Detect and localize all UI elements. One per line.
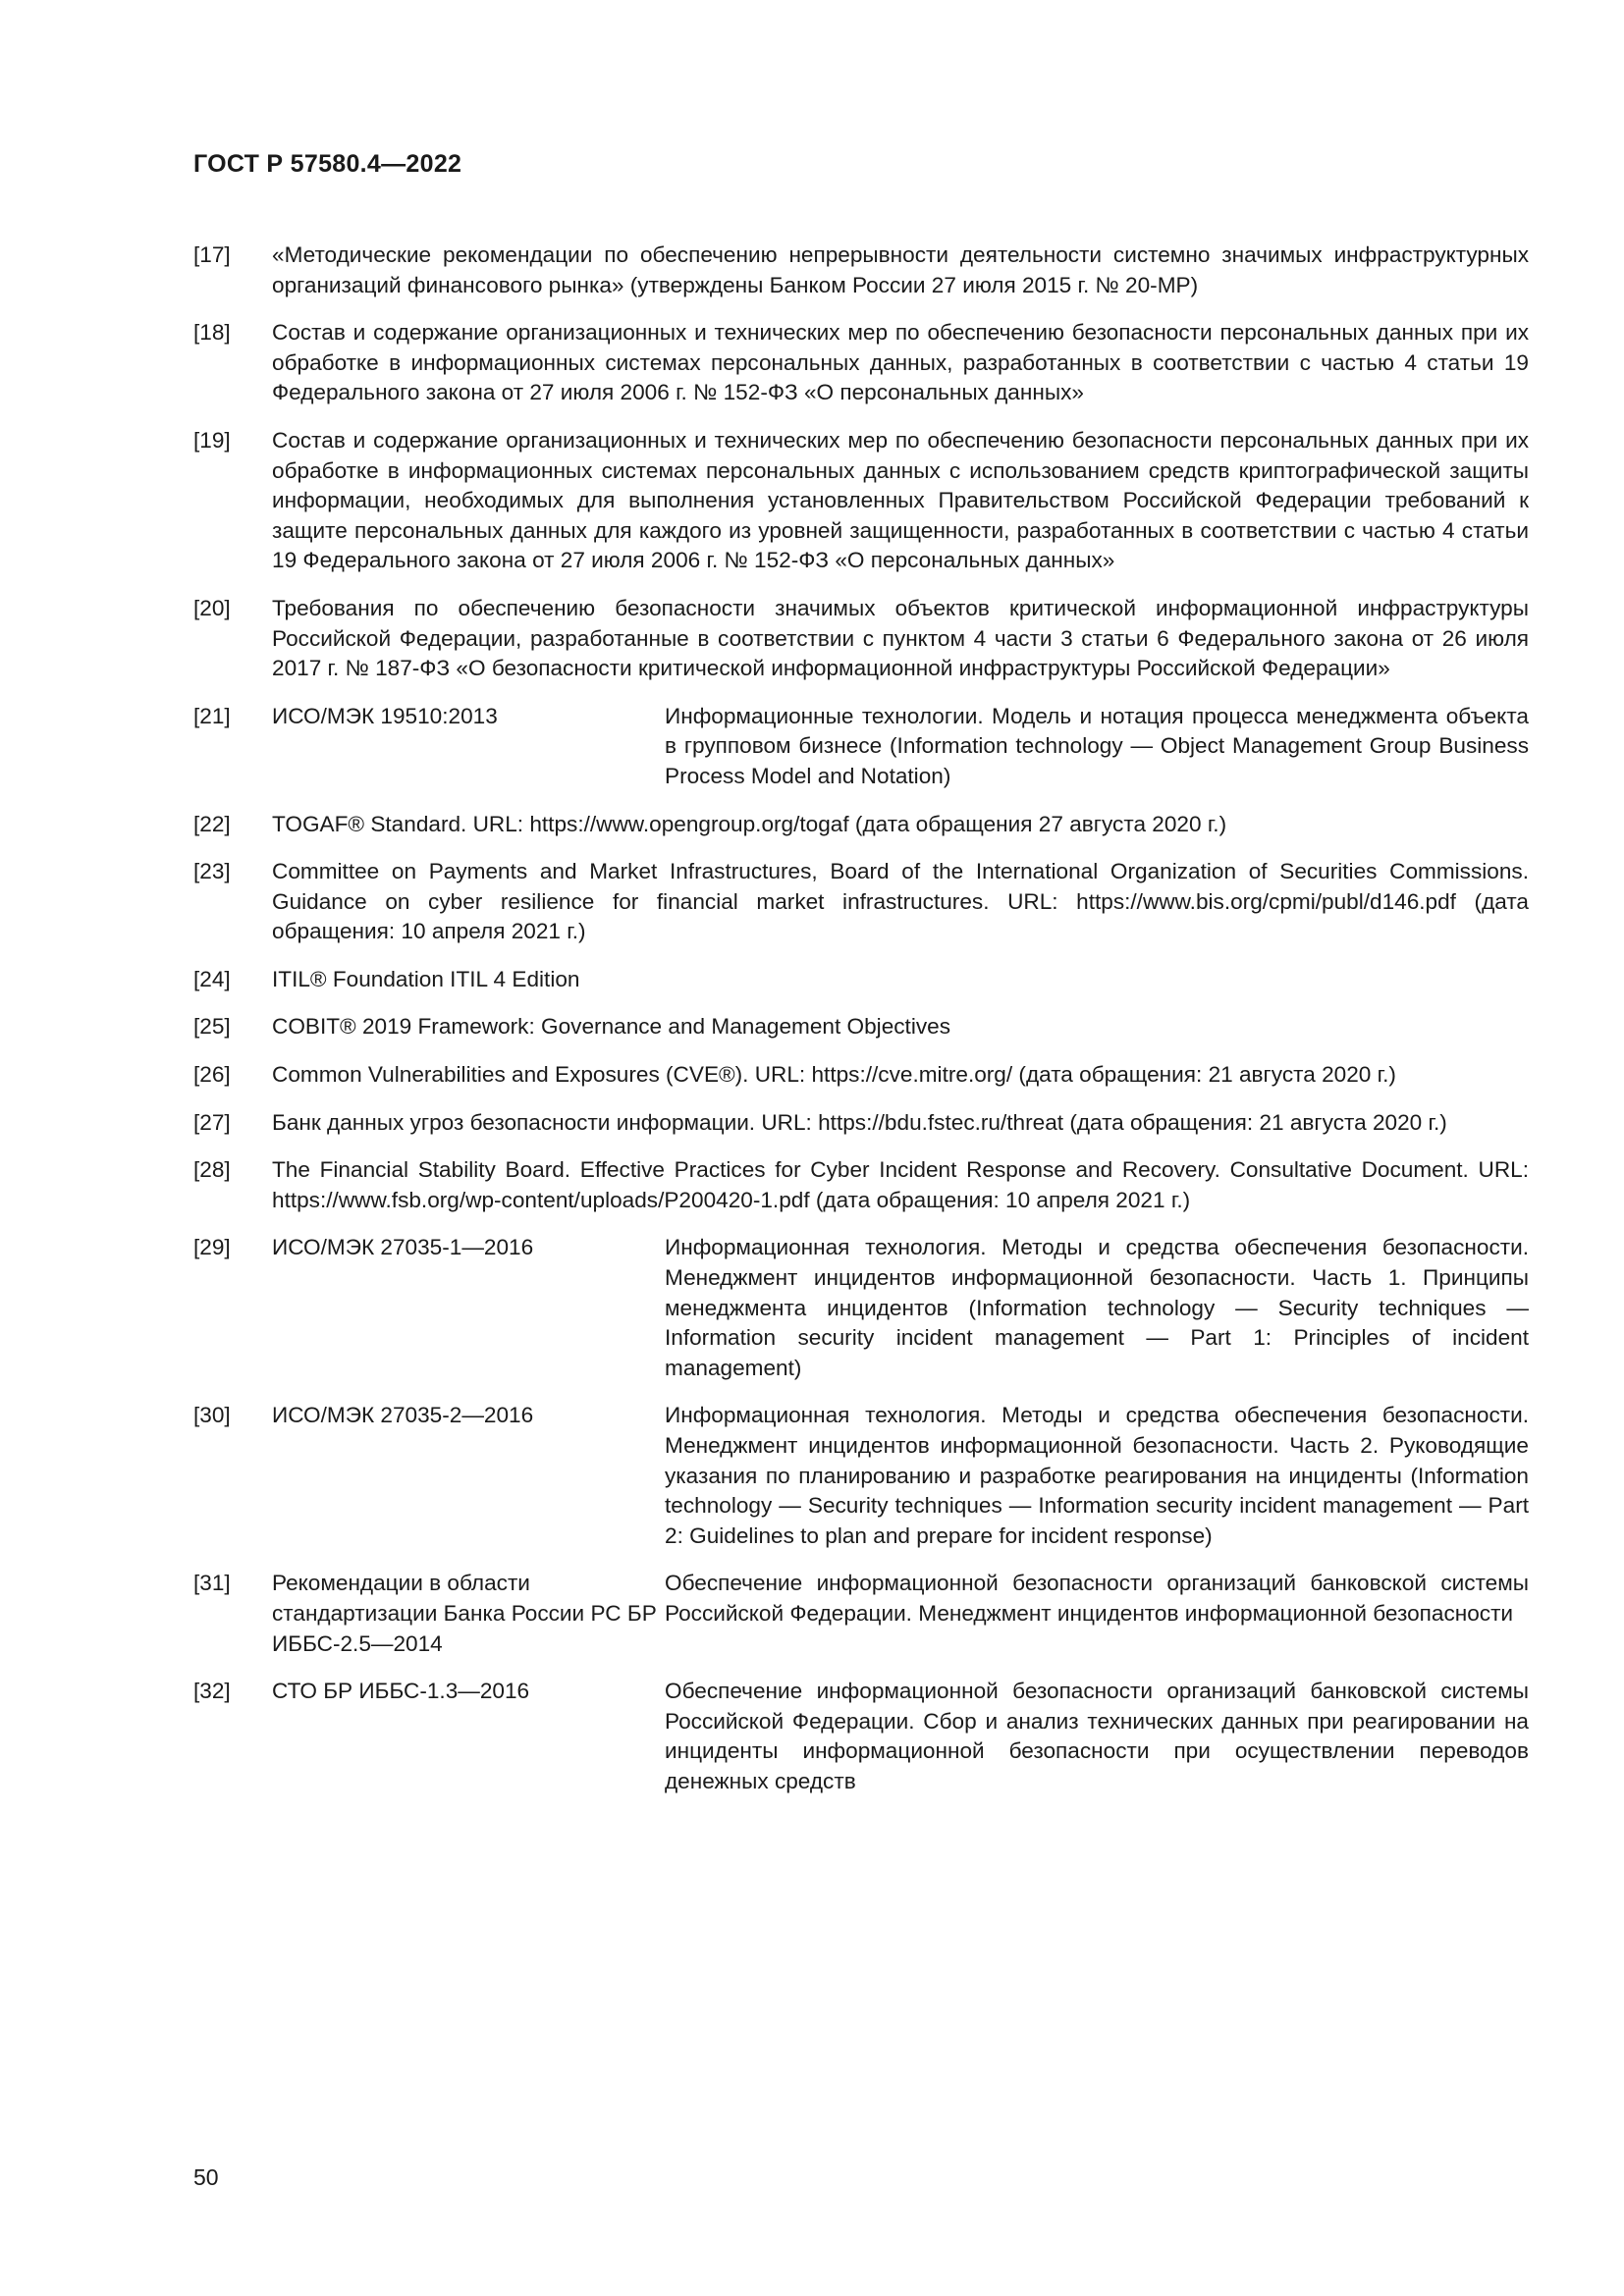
ref-text: The Financial Stability Board. Effective Practices for Cyber Incident Response and Recovery. Consultative Document. URL: https://www.fsb.org/wp-content/uploads/P200420-1.pdf (дата обращения: 10 апреля 2021 г.) [272,1157,1529,1212]
ref-30 [193,1401,1529,1551]
ref-number: [30] [193,1403,231,1428]
ref-number: [22] [193,811,231,836]
ref-doc-designation: ИСО/МЭК 27035-1—2016 [272,1235,534,1260]
ref-text: Состав и содержание организационных и технических мер по обеспечению безопасности персональных данных при их обработке в информационных системах персональных данных с использованием средств криптографической защиты информации, необходимых для выполнения установленных Правительством Российской Федерации требований к защите персональных данных для каждого из уровней защищенности, разработанных в соответствии с частью 4 статьи 19 Федерального закона от 27 июля 2006 г. № 152-ФЗ «О персональных данных» [272,427,1529,573]
ref-doc-title: Информационная технология. Методы и средства обеспечения безопасности. Менеджмент инцидентов информационной безопасности. Часть 1. Принципы менеджмента инцидентов (Information technology — Security techniques — Information security incident management — Part 1: Principles of incident management) [665,1235,1529,1380]
ref-number: [17] [193,242,231,267]
ref-doc-title: Информационные технологии. Модель и нотация процесса менеджмента объекта в групповом бизнесе (Information technology — Object Management Group Business Process Model and Notation) [665,703,1529,788]
ref-28 [193,1155,1529,1215]
ref-doc-designation: СТО БР ИББС-1.3—2016 [272,1679,530,1704]
ref-text: Банк данных угроз безопасности информации. URL: https://bdu.fstec.ru/threat (дата обращения: 21 августа 2020 г.) [272,1109,1447,1135]
ref-doc-title: Обеспечение информационной безопасности организаций банковской системы Российской Федерации. Сбор и анализ технических данных при реагировании на инциденты информационной безопасности при осуществлении переводов денежных средств [665,1679,1529,1793]
ref-number: [19] [193,427,231,453]
ref-number: [18] [193,320,231,346]
ref-31 [193,1569,1529,1659]
ref-text: Common Vulnerabilities and Exposures (CVE®). URL: https://cve.mitre.org/ (дата обращения: 21 августа 2020 г.) [272,1062,1396,1088]
ref-25 [193,1012,1529,1042]
ref-number: [31] [193,1571,231,1596]
ref-17 [193,240,1529,300]
ref-number: [29] [193,1235,231,1260]
ref-number: [20] [193,595,231,620]
ref-32 [193,1677,1529,1796]
ref-text: ITIL® Foundation ITIL 4 Edition [272,966,580,991]
ref-doc-designation: ИСО/МЭК 19510:2013 [272,703,498,728]
ref-number: [27] [193,1109,231,1135]
ref-doc-designation: Рекомендации в области стандартизации Банка России РС БР ИББС-2.5—2014 [272,1571,657,1656]
ref-27 [193,1108,1529,1139]
ref-text: «Методические рекомендации по обеспечению непрерывности деятельности системно значимых инфраструктурных организаций финансового рынка» (утверждены Банком России 27 июля 2015 г. № 20-МР) [272,242,1529,297]
ref-24 [193,965,1529,995]
bibliography-list [193,240,1529,1815]
ref-text: COBIT® 2019 Framework: Governance and Management Objectives [272,1014,951,1040]
document-header: ГОСТ Р 57580.4—2022 [193,150,462,178]
ref-text: Требования по обеспечению безопасности значимых объектов критической информационной инфраструктуры Российской Федерации, разработанные в соответствии с пунктом 4 части 3 статьи 6 Федерального закона от 26 июля 2017 г. № 187-ФЗ «О безопасности критической информационной инфраструктуры Российской Федерации» [272,595,1529,681]
ref-29 [193,1233,1529,1383]
ref-text: Состав и содержание организационных и технических мер по обеспечению безопасности персональных данных при их обработке в информационных системах персональных данных, разработанных в соответствии с частью 4 статьи 19 Федерального закона от 27 июля 2006 г. № 152-ФЗ «О персональных данных» [272,320,1529,405]
ref-text: TOGAF® Standard. URL: https://www.opengroup.org/togaf (дата обращения 27 августа 2020 г.) [272,811,1227,836]
ref-number: [28] [193,1157,231,1183]
ref-doc-title: Информационная технология. Методы и средства обеспечения безопасности. Менеджмент инцидентов информационной безопасности. Часть 2. Руководящие указания по планированию и разработке реагирования на инциденты (Information technology — Security techniques — Information security incident management — Part 2: Guidelines to plan and prepare for incident response) [665,1403,1529,1548]
ref-text: Committee on Payments and Market Infrastructures, Board of the International Organization of Securities Commissions. Guidance on cyber resilience for financial market infrastructures. URL: https://www.bis.org/cpmi/publ/d146.pdf (дата обращения: 10 апреля 2021 г.) [272,859,1529,944]
page-number: 50 [193,2164,219,2190]
ref-doc-designation: ИСО/МЭК 27035-2—2016 [272,1403,534,1428]
ref-number: [26] [193,1062,231,1088]
ref-22 [193,810,1529,840]
ref-23 [193,857,1529,947]
ref-18 [193,318,1529,408]
ref-number: [24] [193,966,231,991]
ref-number: [23] [193,859,231,884]
ref-number: [25] [193,1014,231,1040]
ref-21 [193,702,1529,792]
ref-20 [193,594,1529,684]
ref-number: [21] [193,703,231,728]
ref-19 [193,426,1529,576]
ref-doc-title: Обеспечение информационной безопасности организаций банковской системы Российской Федерации. Менеджмент инцидентов информационной безопасности [665,1571,1529,1626]
ref-number: [32] [193,1679,231,1704]
ref-26 [193,1060,1529,1091]
